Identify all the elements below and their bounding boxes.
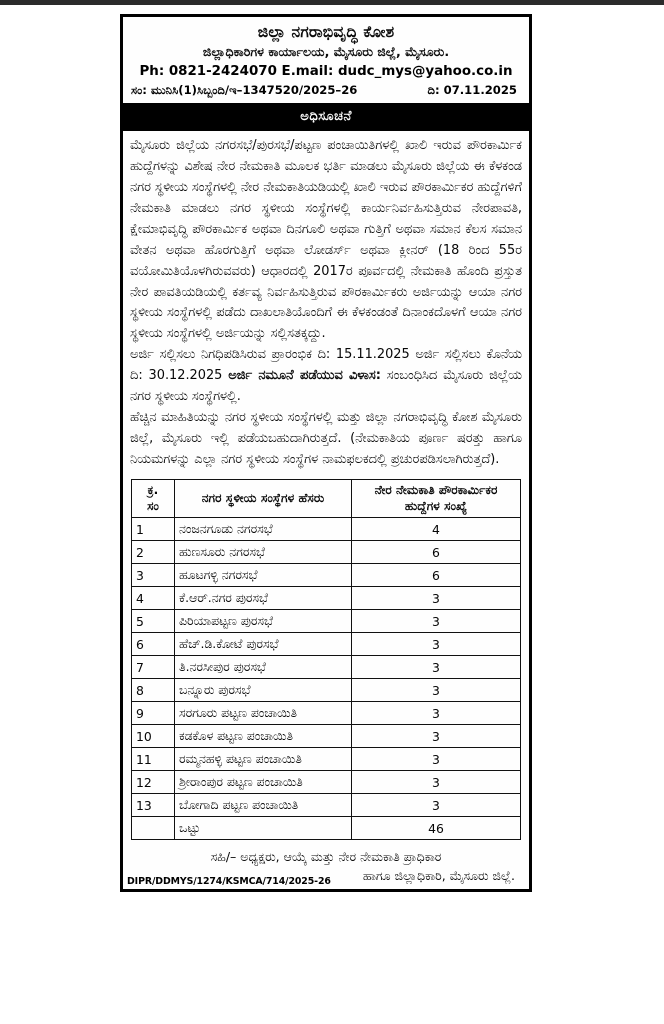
body-paragraph-3: ಹೆಚ್ಚಿನ ಮಾಹಿತಿಯನ್ನು ನಗರ ಸ್ಥಳೀಯ ಸಂಸ್ಥೆಗಳಲ್ಲಿ ಮತ್ತು ಜಿಲ್ಲಾ ನಗರಾಭಿವೃದ್ಧಿ ಕೋಶ ಮೈಸೂರು ಜಿಲ್ಲೆ, ಮೈಸೂರು ಇಲ್ಲಿ ಪಡೆಯಬಹುದಾಗಿರುತ್ತದೆ. (ನೇಮಕಾತಿಯ ಪೂರ್ಣ ಷರತ್ತು ಹಾಗೂ ನಿಯಮಗಳನ್ನು ಎಲ್ಲಾ ನಗರ ಸ್ಥಳೀಯ ಸಂಸ್ಥೆಗಳ ನಾಮಫಲಕದಲ್ಲಿ ಪ್ರಚುರಪಡಿಸಲಾಗಿರುತ್ತದೆ). (130, 409, 522, 467)
cell-post-count: 3 (352, 633, 521, 656)
cell-institution-name: ಹೆಚ್.ಡಿ.ಕೋಟೆ ಪುರಸಭೆ (175, 633, 352, 656)
cell-serial: 10 (132, 725, 175, 748)
table-row (132, 656, 521, 679)
cell-serial: 7 (132, 656, 175, 679)
reference-number: ಸಂ: ಮುನಿಸಿ(1)ಸಿಬ್ಬಂದಿ/ಇ–1347520/2025–26 (131, 83, 358, 98)
cell-post-count: 3 (352, 610, 521, 633)
column-header-serial (132, 479, 175, 518)
cell-post-count: 3 (352, 702, 521, 725)
cell-institution-name: ಪಿರಿಯಾಪಟ್ಟಣ ಪುರಸಭೆ (175, 610, 352, 633)
cell-post-count: 3 (352, 794, 521, 817)
cell-serial: 5 (132, 610, 175, 633)
cell-post-count: 3 (352, 656, 521, 679)
table-row (132, 702, 521, 725)
cell-total-count: 46 (352, 817, 521, 840)
table-row (132, 610, 521, 633)
notification-banner: ಅಧಿಸೂಚನೆ (123, 103, 529, 131)
serial-header-line1: ಕ್ರ. (147, 482, 159, 497)
cell-serial: 4 (132, 587, 175, 610)
table-row (132, 725, 521, 748)
cell-institution-name: ಹೂಟಗಳ್ಳಿ ನಗರಸಭೆ (175, 564, 352, 587)
cell-serial: 3 (132, 564, 175, 587)
organization-title: ಜಿಲ್ಲಾ ನಗರಾಭಿವೃದ್ಧಿ ಕೋಶ (257, 23, 395, 41)
cell-post-count: 3 (352, 587, 521, 610)
document-date: ದಿ: 07.11.2025 (427, 83, 517, 98)
cell-institution-name: ಶ್ರೀರಾಂಪುರ ಪಟ್ಟಣ ಪಂಚಾಯಿತಿ (175, 771, 352, 794)
table-row (132, 794, 521, 817)
cell-serial: 11 (132, 748, 175, 771)
table-total-row (132, 817, 521, 840)
column-header-institution-name: ನಗರ ಸ್ಥಳೀಯ ಸಂಸ್ಥೆಗಳ ಹೆಸರು (175, 479, 352, 518)
signature-line-1: ಸಹಿ/– ಅಧ್ಯಕ್ಷರು, ಆಯ್ಕೆ ಮತ್ತು ನೇರ ನೇಮಕಾತಿ ಪ್ರಾಧಿಕಾರ (210, 849, 442, 865)
table-row (132, 541, 521, 564)
vacancy-table (131, 479, 521, 841)
organization-office-line: ಜಿಲ್ಲಾಧಿಕಾರಿಗಳ ಕಾರ್ಯಾಲಯ, ಮೈಸೂರು ಜಿಲ್ಲೆ, ಮೈಸೂರು. (202, 44, 450, 60)
cell-total-serial-blank (132, 817, 175, 840)
reference-row (129, 83, 523, 100)
count-header-line2: ಹುದ್ದೆಗಳ ಸಂಖ್ಯೆ (404, 498, 468, 513)
table-row (132, 748, 521, 771)
cell-institution-name: ಬನ್ನೂರು ಪುರಸಭೆ (175, 679, 352, 702)
application-form-address-value: ಸಂಬಂಧಿಸಿದ ಮೈಸೂರು ಜಿಲ್ಲೆಯ ನಗರ ಸ್ಥಳೀಯ ಸಂಸ್ಥೆಗಳಲ್ಲಿ. (130, 368, 522, 405)
serial-header-line2: ಸಂ (147, 498, 159, 513)
cell-post-count: 6 (352, 541, 521, 564)
cell-total-label: ಒಟ್ಟು (175, 817, 352, 840)
page-top-band (0, 0, 664, 5)
document-reference-code: DIPR/DDMYS/1274/KSMCA/714/2025-26 (127, 875, 331, 887)
column-header-post-count (352, 479, 521, 518)
signature-line-2: ಹಾಗೂ ಜಿಲ್ಲಾಧಿಕಾರಿ, ಮೈಸೂರು ಜಿಲ್ಲೆ. (362, 867, 515, 883)
cell-serial: 6 (132, 633, 175, 656)
table-row (132, 771, 521, 794)
cell-institution-name: ನಂಜನಗೂಡು ನಗರಸಭೆ (175, 518, 352, 541)
cell-institution-name: ರಮ್ಮನಹಳ್ಳಿ ಪಟ್ಟಣ ಪಂಚಾಯಿತಿ (175, 748, 352, 771)
document-masthead (123, 17, 529, 103)
application-form-address-label: ಅರ್ಜಿ ನಮೂನೆ ಪಡೆಯುವ ವಿಳಾಸ: (228, 368, 381, 384)
document-body (123, 131, 529, 473)
cell-serial: 12 (132, 771, 175, 794)
cell-serial: 9 (132, 702, 175, 725)
vacancy-table-body (132, 518, 521, 840)
cell-post-count: 6 (352, 564, 521, 587)
cell-serial: 1 (132, 518, 175, 541)
count-header-line1: ನೇರ ನೇಮಕಾತಿ ಪೌರಕಾರ್ಮಿಕರ (374, 482, 498, 497)
cell-institution-name: ಕಡಕೊಳ ಪಟ್ಟಣ ಪಂಚಾಯಿತಿ (175, 725, 352, 748)
body-paragraph-1: ಮೈಸೂರು ಜಿಲ್ಲೆಯ ನಗರಸಭೆ/ಪುರಸಭೆ/ಪಟ್ಟಣ ಪಂಚಾಯಿತಿಗಳಲ್ಲಿ ಖಾಲಿ ಇರುವ ಪೌರಕಾರ್ಮಿಕ ಹುದ್ದೆಗಳನ್ನು ವಿಶೇಷ ನೇರ ನೇಮಕಾತಿ ಮೂಲಕ ಭರ್ತಿ ಮಾಡಲು ಮೈಸೂರು ಜಿಲ್ಲೆಯ ಈ ಕೆಳಕಂಡ ನಗರ ಸ್ಥಳೀಯ ಸಂಸ್ಥೆಗಳಲ್ಲಿ ನೇರ ನೇಮಕಾತಿಯಡಿಯಲ್ಲಿ ಖಾಲಿ ಇರುವ ಪೌರಕಾರ್ಮಿಕರ ಹುದ್ದೆಗಳಿಗೆ ನೇಮಕಾತಿ ಮಾಡಲು ನಗರ ಸ್ಥಳೀಯ ಸಂಸ್ಥೆಗಳಲ್ಲಿ ಕಾರ್ಯನಿರ್ವಹಿಸುತ್ತಿರುವ ನೇರಪಾವತಿ, ಕ್ಷೇಮಾಭಿವೃದ್ಧಿ ಪೌರಕಾರ್ಮಿಕ ಅಥವಾ ದಿನಗೂಲಿ ಅಥವಾ ಗುತ್ತಿಗೆ ಅಥವಾ ಸಮಾನ ಕೆಲಸ ಸಮಾನ ವೇತನ ಅಥವಾ ಹೊರಗುತ್ತಿಗೆ ಅಥವಾ ಲೋಡರ್ಸ್ ಅಥವಾ ಕ್ಲೀನರ್ (18 ರಿಂದ 55ರ ವಯೋಮಿತಿಯೊಳಗಿರುವವರು) ಆಧಾರದಲ್ಲಿ 2017ರ ಪೂರ್ವದಲ್ಲಿ ನೇಮಕಾತಿ ಹೊಂದಿ ಪ್ರಸ್ತುತ ನೇರ ಪಾವತಿಯಡಿಯಲ್ಲಿ ಕರ್ತವ್ಯ ನಿರ್ವಹಿಸುತ್ತಿರುವ ಪೌರಕಾರ್ಮಿಕರು ಅರ್ಜಿಯನ್ನು ಆಯಾ ನಗರ ಸ್ಥಳೀಯ ಸಂಸ್ಥೆಗಳಲ್ಲಿ ಪಡೆದು ದಾಖಲಾತಿಯೊಂದಿಗೆ ಈ ಕೆಳಕಂಡಂತೆ ದಿನಾಂಕದೊಳಗೆ ಆಯಾ ನಗರ ಸ್ಥಳೀಯ ಸಂಸ್ಥೆಗಳಲ್ಲಿ ಅರ್ಜಿಯನ್ನು ಸಲ್ಲಿಸತಕ್ಕದ್ದು. (130, 138, 523, 342)
cell-post-count: 3 (352, 771, 521, 794)
cell-post-count: 3 (352, 679, 521, 702)
cell-post-count: 4 (352, 518, 521, 541)
cell-institution-name: ಕೆ.ಆರ್.ನಗರ ಪುರಸಭೆ (175, 587, 352, 610)
table-header-row (132, 479, 521, 518)
cell-institution-name: ಹುಣಸೂರು ನಗರಸಭೆ (175, 541, 352, 564)
cell-institution-name: ಬೋಗಾದಿ ಪಟ್ಟಣ ಪಂಚಾಯಿತಿ (175, 794, 352, 817)
cell-institution-name: ತಿ.ನರಸೀಪುರ ಪುರಸಭೆ (175, 656, 352, 679)
application-dates-text: ಅರ್ಜಿ ಸಲ್ಲಿಸಲು ನಿಗಧಿಪಡಿಸಿರುವ ಪ್ರಾರಂಭಿಕ ದಿ: 15.11.2025 ಅರ್ಜಿ ಸಲ್ಲಿಸಲು ಕೊನೆಯ ದಿ: 30.12.2025 (130, 347, 522, 384)
table-row (132, 587, 521, 610)
body-paragraph-2 (130, 345, 522, 408)
cell-institution-name: ಸರಗೂರು ಪಟ್ಟಣ ಪಂಚಾಯಿತಿ (175, 702, 352, 725)
cell-post-count: 3 (352, 725, 521, 748)
notification-document (120, 14, 532, 892)
organization-contact-line: Ph: 0821-2424070 E.mail: dudc_mys@yahoo.co.in (139, 63, 513, 79)
table-row (132, 679, 521, 702)
cell-serial: 13 (132, 794, 175, 817)
table-row (132, 633, 521, 656)
table-row (132, 518, 521, 541)
table-row (132, 564, 521, 587)
cell-serial: 8 (132, 679, 175, 702)
cell-serial: 2 (132, 541, 175, 564)
cell-post-count: 3 (352, 748, 521, 771)
